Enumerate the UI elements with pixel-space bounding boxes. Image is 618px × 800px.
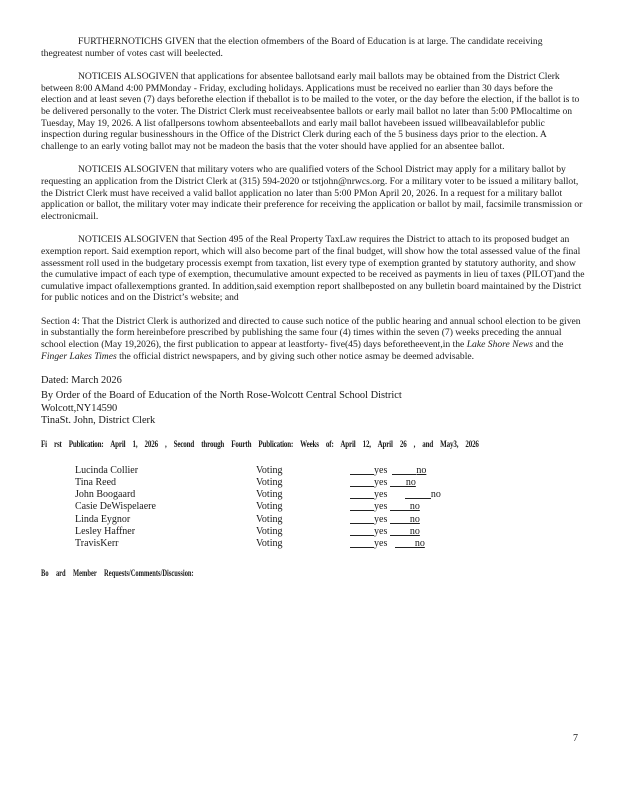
no-label: no bbox=[409, 513, 420, 525]
yes-blank[interactable] bbox=[350, 501, 374, 511]
member-status: Voting bbox=[256, 477, 283, 489]
vote-row bbox=[75, 489, 585, 501]
newspaper-finger-lakes-times: Finger Lakes Times bbox=[41, 350, 117, 362]
member-name: Lucinda Collier bbox=[75, 464, 139, 476]
paragraph-section-4 bbox=[41, 316, 585, 362]
member-status: Voting bbox=[256, 513, 283, 525]
member-name: Lesley Haffner bbox=[75, 525, 136, 537]
yes-blank[interactable] bbox=[350, 538, 374, 548]
member-name: Linda Eygnor bbox=[75, 513, 131, 525]
section-4-text-and: and the bbox=[532, 339, 564, 351]
no-label: no bbox=[409, 501, 420, 513]
yes-blank[interactable] bbox=[350, 489, 374, 499]
paragraph-military-voters: NOTICEIS ALSOGIVEN that military voters who are qualified voters of the School District may apply for a military ballot by requesting an application from the District Clerk at (315) 594-2020 or tstjohn@nrwcs.org. For a military voter to be issued a military ballot, the District Clerk must have received a valid ballot application no later than 5:00 PMon April 20, 2026. In a request for a military ballot application or ballot, the military voter may indicate their preference for receiving the application or ballot by mail, facsimile transmission or electronicmail. bbox=[41, 164, 583, 222]
member-status: Voting bbox=[256, 489, 283, 501]
member-status: Voting bbox=[256, 525, 283, 537]
member-status: Voting bbox=[256, 501, 283, 513]
no-label: no bbox=[430, 489, 441, 501]
paragraph-exemption-report: NOTICEIS ALSOGIVEN that Section 495 of the Real Property TaxLaw requires the District to attach to its proposed budget an exemption report. Said exemption report, which will also become part of the final budget, will show how the total assessed value of the final assessment roll used in the budgetary processis exempt from taxation, list every type of exemption granted by statutory authority, and show the cumulative impact of each type of exemption, thecumulative amount expected to be received as payments in lieu of taxes (PILOT)and the cumulative impact ofallexemptions granted. In addition,said exemption report shallbeposted on any bulletin board maintained by the District for public notices and on the District’s website; and bbox=[41, 234, 585, 304]
member-status: Voting bbox=[256, 464, 283, 476]
no-blank[interactable] bbox=[390, 501, 410, 511]
no-label: no bbox=[409, 525, 420, 537]
paragraph-absentee-ballots: NOTICEIS ALSOGIVEN that applications for absentee ballotsand early mail ballots may be obtained from the District Clerk between 8:00 AMand 4:00 PMMonday - Friday, excluding holidays. Applications must be received no earlier than 30 days before the election and at least seven (7) days beforethe election if theballot is to be mailed to the voter, or the day before the election, if the ballot is to be delivered personally to the voter. The District Clerk must receiveabsentee ballots or early mail ballot no later than 5:00 PMlocaltime on Tuesday, May 19, 2026. A list ofallpersons towhom absenteeballots and early mail ballot havebeen issued willbeavailablefor public inspection during regular businesshours in the Office of the District Clerk during each of the 5 business days prior to the election. A challenge to an early voting ballot may not be madeon the basis that the voter should have applied for an absentee ballot. bbox=[41, 71, 580, 152]
no-blank[interactable] bbox=[390, 514, 410, 524]
yes-label: yes bbox=[374, 513, 388, 525]
vote-row bbox=[75, 477, 585, 489]
vote-row bbox=[75, 526, 585, 538]
yes-label: yes bbox=[374, 477, 388, 489]
address-line: Wolcott,NY14590 bbox=[41, 403, 118, 415]
newspaper-lake-shore-news: Lake Shore News bbox=[466, 339, 533, 351]
yes-label: yes bbox=[374, 525, 388, 537]
section-4-text: Section 4: That the District Clerk is authorized and directed to cause such notice of the public hearing and annual school election to be given in substantially the form hereinbefore prescribed by publishing the same four (4) times within the seven (7) weeks preceding the annual school election (May 19,2026), the first publication to appear at leastforty- five(45) days beforetheevent,in the bbox=[41, 315, 581, 351]
dated-line: Dated: March 2026 bbox=[41, 375, 122, 387]
yes-label: yes bbox=[374, 464, 388, 476]
document-page bbox=[41, 36, 585, 580]
yes-blank[interactable] bbox=[350, 465, 374, 475]
vote-row bbox=[75, 501, 585, 513]
section-4-text-end: the official district newspapers, and by giving such other notice asmay be deemed advisable. bbox=[116, 350, 475, 362]
vote-row bbox=[75, 538, 585, 550]
order-line: By Order of the Board of Education of the North Rose-Wolcott Central School District bbox=[41, 389, 402, 401]
no-label: no bbox=[416, 464, 427, 476]
no-blank[interactable] bbox=[390, 526, 410, 536]
yes-label: yes bbox=[374, 501, 388, 513]
clerk-line: TinaSt. John, District Clerk bbox=[41, 415, 156, 427]
yes-blank[interactable] bbox=[350, 526, 374, 536]
no-blank[interactable] bbox=[405, 489, 431, 499]
paragraph-election-at-large: FURTHERNOTICHS GIVEN that the election ofmembers of the Board of Education is at large. The candidate receiving thegreatest number of votes cast will beelected. bbox=[41, 36, 543, 59]
member-name: Casie DeWispelaere bbox=[75, 501, 156, 513]
publication-schedule: Fi rst Publication: April 1, 2026 , Second through Fourth Publication: Weeks of: April 12, April 26 , and May3, 2026 bbox=[41, 439, 479, 450]
vote-row bbox=[75, 514, 585, 526]
vote-row bbox=[75, 465, 585, 477]
yes-blank[interactable] bbox=[350, 514, 374, 524]
page-number: 7 bbox=[573, 733, 578, 744]
yes-blank[interactable] bbox=[350, 477, 374, 487]
no-blank[interactable] bbox=[392, 465, 416, 475]
signature-block bbox=[41, 374, 585, 427]
no-blank[interactable] bbox=[390, 477, 406, 487]
no-label: no bbox=[414, 537, 425, 549]
no-blank[interactable] bbox=[395, 538, 415, 548]
member-status: Voting bbox=[256, 537, 283, 549]
yes-label: yes bbox=[374, 489, 388, 501]
vote-table bbox=[75, 465, 585, 550]
member-name: John Boogaard bbox=[75, 489, 136, 501]
no-label: no bbox=[405, 477, 416, 489]
board-member-requests-heading: Bo ard Member Requests/Comments/Discussion: bbox=[41, 568, 194, 579]
member-name: TravisKerr bbox=[75, 537, 119, 549]
member-name: Tina Reed bbox=[75, 477, 117, 489]
yes-label: yes bbox=[374, 537, 388, 549]
